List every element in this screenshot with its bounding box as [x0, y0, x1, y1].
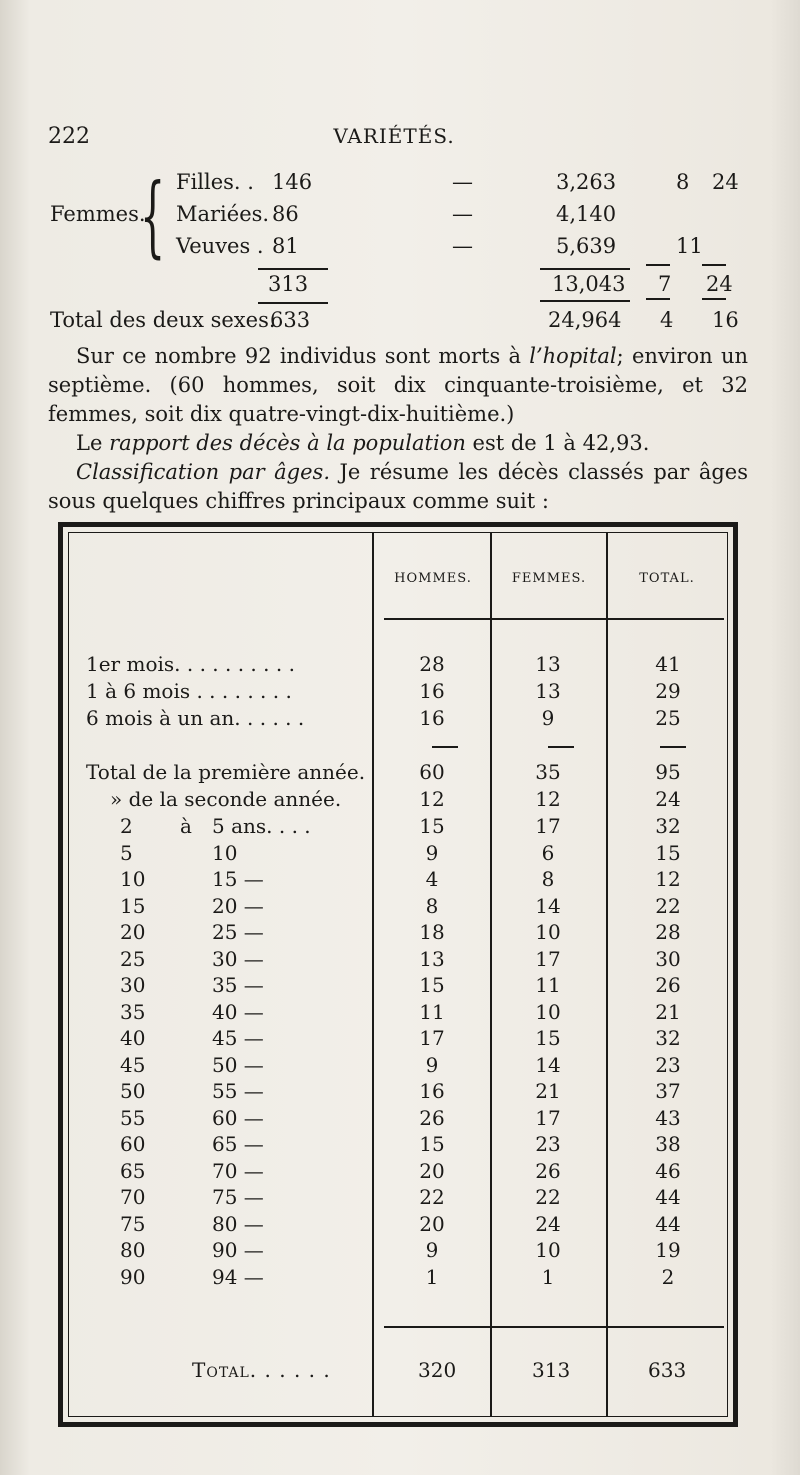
table-row — [0, 947, 800, 974]
total-label: Total. . . . . . — [192, 1358, 331, 1382]
age-to: 90 — — [212, 1238, 264, 1262]
cell-hommes: 15 — [419, 1132, 445, 1156]
row-label: » de la seconde année. — [110, 787, 342, 811]
table-row — [0, 706, 800, 733]
cell-femmes: 10 — [535, 920, 561, 944]
age-from: 70 — [120, 1185, 146, 1209]
cell-total: 26 — [655, 973, 681, 997]
women-row-count: 81 — [272, 234, 299, 258]
women-group-label: Femmes. — [50, 202, 146, 226]
age-to: 50 — — [212, 1052, 264, 1077]
women-row-mark: — — [452, 170, 473, 194]
cell-total: 37 — [655, 1079, 681, 1103]
table-row — [0, 894, 800, 921]
column-header-femmes: FEMMES. — [511, 571, 587, 586]
rule — [540, 300, 630, 302]
cell-total: 22 — [655, 893, 681, 918]
table-row — [0, 1132, 800, 1159]
cell-femmes: 17 — [535, 1105, 561, 1130]
paragraph-ratio — [48, 429, 748, 458]
age-to: 75 — — [212, 1185, 264, 1209]
age-to: 40 — — [212, 999, 264, 1024]
cell-total: 21 — [655, 999, 681, 1024]
cell-hommes: 1 — [425, 1264, 439, 1289]
table-row — [0, 920, 800, 947]
cell-hommes: 16 — [419, 1079, 445, 1103]
cell-total: 29 — [655, 679, 681, 703]
table-row — [0, 1265, 800, 1292]
cell-hommes: 16 — [419, 679, 445, 703]
women-subtotal-value: 13,043 — [552, 272, 626, 296]
table-row — [0, 1238, 800, 1265]
table-row — [0, 1079, 800, 1106]
cell-femmes: 11 — [535, 973, 561, 997]
cell-hommes: 16 — [419, 706, 445, 730]
text-run-italic: Classification par âges. — [76, 460, 330, 484]
rule — [540, 268, 630, 270]
cell-total: 38 — [655, 1132, 681, 1156]
age-to: 10 — [212, 840, 238, 865]
age-from: 55 — [120, 1105, 146, 1130]
table-row — [0, 1106, 800, 1133]
text-run-italic: rapport des décès à la population — [109, 431, 466, 455]
cell-femmes: 35 — [535, 760, 561, 784]
header-rule — [384, 618, 724, 620]
women-row-value: 4,140 — [556, 202, 617, 226]
cell-total: 19 — [655, 1238, 681, 1262]
women-row-count: 86 — [272, 202, 299, 226]
cell-femmes: 17 — [535, 814, 561, 838]
page-header — [48, 124, 740, 154]
rule — [702, 298, 726, 300]
age-from: 40 — [120, 1026, 146, 1050]
women-row-value: 3,263 — [556, 170, 617, 194]
grand-total-value: 24,964 — [548, 308, 622, 332]
cell-femmes: 13 — [535, 652, 561, 676]
rule — [660, 746, 686, 748]
age-from: 30 — [120, 973, 146, 997]
rule — [548, 746, 574, 748]
cell-hommes: 20 — [419, 1211, 445, 1236]
cell-femmes: 24 — [535, 1211, 561, 1236]
text-run: ; environ un septième. (60 hommes, soit dix cinquante-troisième, et 32 femmes, soit dix quatre-vingt-dix-huitième.) — [48, 344, 748, 426]
table-row — [0, 841, 800, 868]
age-to: 20 — — [212, 893, 264, 918]
cell-femmes: 6 — [541, 840, 555, 865]
age-from: 5 — [120, 840, 133, 865]
women-row-b: 24 — [712, 170, 739, 194]
cell-total: 28 — [655, 920, 681, 944]
age-to: 30 — — [212, 946, 264, 971]
text-run: Sur ce nombre 92 individus sont morts à — [76, 344, 530, 368]
cell-hommes: 22 — [419, 1185, 445, 1209]
table-row — [0, 1159, 800, 1186]
table-row — [0, 760, 800, 787]
cell-hommes: 8 — [425, 893, 439, 918]
table-row — [0, 787, 800, 814]
cell-hommes: 20 — [419, 1158, 445, 1183]
women-row-count: 146 — [272, 170, 313, 194]
cell-femmes: 23 — [535, 1132, 561, 1156]
age-sep: à — [180, 814, 192, 838]
paragraph-hospital — [48, 342, 748, 429]
age-to: 15 — — [212, 867, 264, 891]
women-row-mark: — — [452, 234, 473, 258]
age-to: 60 — — [212, 1105, 264, 1130]
table-row — [0, 814, 800, 841]
table-row — [0, 1212, 800, 1239]
women-row-mark: — — [452, 202, 473, 226]
text-run-italic: l’hopital — [529, 344, 617, 368]
cell-total: 44 — [655, 1211, 681, 1236]
cell-total: 41 — [655, 652, 681, 676]
table-row — [0, 1000, 800, 1027]
row-label: 1 à 6 mois . . . . . . . . — [86, 679, 292, 703]
cell-femmes: 13 — [535, 679, 561, 703]
cell-femmes: 15 — [535, 1026, 561, 1050]
age-from: 10 — [120, 867, 146, 891]
cell-hommes: 15 — [419, 814, 445, 838]
women-row-label: Filles. . — [176, 170, 254, 194]
rule — [646, 264, 670, 266]
text-run: est de 1 à 42,93. — [465, 431, 650, 455]
cell-hommes: 18 — [419, 920, 445, 944]
cell-total: 32 — [655, 1026, 681, 1050]
cell-total: 30 — [655, 946, 681, 971]
table-row — [0, 652, 800, 679]
cell-total: 2 — [661, 1264, 675, 1289]
cell-total: 12 — [655, 867, 681, 891]
women-row-label: Veuves . — [176, 234, 264, 258]
cell-hommes: 15 — [419, 973, 445, 997]
column-header-total: TOTAL. — [639, 571, 695, 586]
age-from: 50 — [120, 1079, 146, 1103]
age-from: 65 — [120, 1158, 146, 1183]
cell-femmes: 9 — [541, 706, 555, 730]
total-femmes: 313 — [532, 1358, 571, 1382]
age-to: 80 — — [212, 1211, 264, 1236]
cell-hommes: 60 — [419, 760, 445, 784]
rule — [432, 746, 458, 748]
age-from: 80 — [120, 1238, 146, 1262]
cell-total: 15 — [655, 840, 681, 865]
brace-icon: { — [140, 164, 166, 267]
cell-femmes: 10 — [535, 1238, 561, 1262]
cell-hommes: 12 — [419, 787, 445, 811]
cell-hommes: 28 — [419, 652, 445, 676]
row-label: 6 mois à un an. . . . . . — [86, 706, 305, 730]
table-row — [0, 867, 800, 894]
running-title: VARIÉTÉS. — [333, 124, 455, 148]
cell-hommes: 13 — [419, 946, 445, 971]
cell-femmes: 14 — [535, 1052, 561, 1077]
age-to: 55 — — [212, 1079, 264, 1103]
women-row-a: 8 — [676, 170, 690, 194]
cell-total: 32 — [655, 814, 681, 838]
cell-total: 43 — [655, 1105, 681, 1130]
table-row — [0, 1053, 800, 1080]
cell-hommes: 11 — [419, 999, 445, 1024]
women-row-value: 5,639 — [556, 234, 617, 258]
cell-femmes: 1 — [541, 1264, 555, 1289]
age-from: 15 — [120, 893, 146, 918]
cell-femmes: 10 — [535, 999, 561, 1024]
cell-femmes: 17 — [535, 946, 561, 971]
cell-hommes: 9 — [425, 840, 439, 865]
age-from: 45 — [120, 1052, 146, 1077]
grand-total-label: Total des deux sexes. — [50, 308, 276, 332]
women-row-a: 11 — [676, 234, 703, 258]
cell-femmes: 8 — [541, 867, 555, 891]
age-to: 94 — — [212, 1264, 264, 1289]
cell-femmes: 22 — [535, 1185, 561, 1209]
row-label: Total de la première année. — [86, 760, 366, 784]
cell-total: 25 — [655, 706, 681, 730]
cell-hommes: 17 — [419, 1026, 445, 1050]
age-from: 60 — [120, 1132, 146, 1156]
total-total: 633 — [648, 1358, 687, 1382]
age-to: 65 — — [212, 1132, 264, 1156]
paragraph-classification — [48, 458, 748, 516]
women-subtotal-count: 313 — [268, 272, 309, 296]
grand-total-b: 16 — [712, 308, 739, 332]
table-row — [0, 973, 800, 1000]
age-from: 35 — [120, 999, 146, 1024]
age-from: 75 — [120, 1211, 146, 1236]
table-row — [0, 1185, 800, 1212]
age-to: 5 ans. . . . — [212, 814, 311, 838]
age-to: 25 — — [212, 920, 264, 944]
cell-total: 44 — [655, 1185, 681, 1209]
cell-total: 95 — [655, 760, 681, 784]
total-rule — [384, 1326, 724, 1328]
rule — [702, 264, 726, 266]
text-run: Le — [76, 431, 110, 455]
grand-total-count: 633 — [270, 308, 311, 332]
page-number: 222 — [48, 124, 90, 149]
age-from: 25 — [120, 946, 146, 971]
age-from: 2 — [120, 814, 133, 838]
rule — [258, 268, 328, 270]
total-hommes: 320 — [418, 1358, 457, 1382]
body-text — [48, 342, 748, 516]
rule — [646, 298, 670, 300]
age-from: 90 — [120, 1264, 146, 1289]
women-row-label: Mariées. — [176, 202, 270, 226]
text-run: Je résume les décès classés par âges sous quelques chiffres principaux comme suit : — [48, 460, 748, 513]
cell-hommes: 9 — [425, 1238, 439, 1262]
cell-femmes: 14 — [535, 893, 561, 918]
cell-total: 23 — [655, 1052, 681, 1077]
cell-femmes: 21 — [535, 1079, 561, 1103]
row-label: 1er mois. . . . . . . . . . — [86, 652, 295, 676]
age-to: 45 — — [212, 1026, 264, 1050]
cell-total: 46 — [655, 1158, 681, 1183]
column-header-hommes: HOMMES. — [394, 571, 472, 586]
age-from: 20 — [120, 920, 146, 944]
rule — [258, 302, 328, 304]
cell-femmes: 26 — [535, 1158, 561, 1183]
age-to: 70 — — [212, 1158, 264, 1183]
cell-total: 24 — [655, 787, 681, 811]
women-subtotal-a: 7 — [658, 272, 672, 296]
age-to: 35 — — [212, 973, 264, 997]
women-subtotal-b: 24 — [706, 272, 733, 296]
grand-total-a: 4 — [660, 308, 674, 332]
table-total-row — [0, 1356, 800, 1386]
table-row — [0, 679, 800, 706]
cell-femmes: 12 — [535, 787, 561, 811]
cell-hommes: 4 — [425, 867, 439, 891]
table-row — [0, 1026, 800, 1053]
cell-hommes: 9 — [425, 1052, 439, 1077]
cell-hommes: 26 — [419, 1105, 445, 1130]
